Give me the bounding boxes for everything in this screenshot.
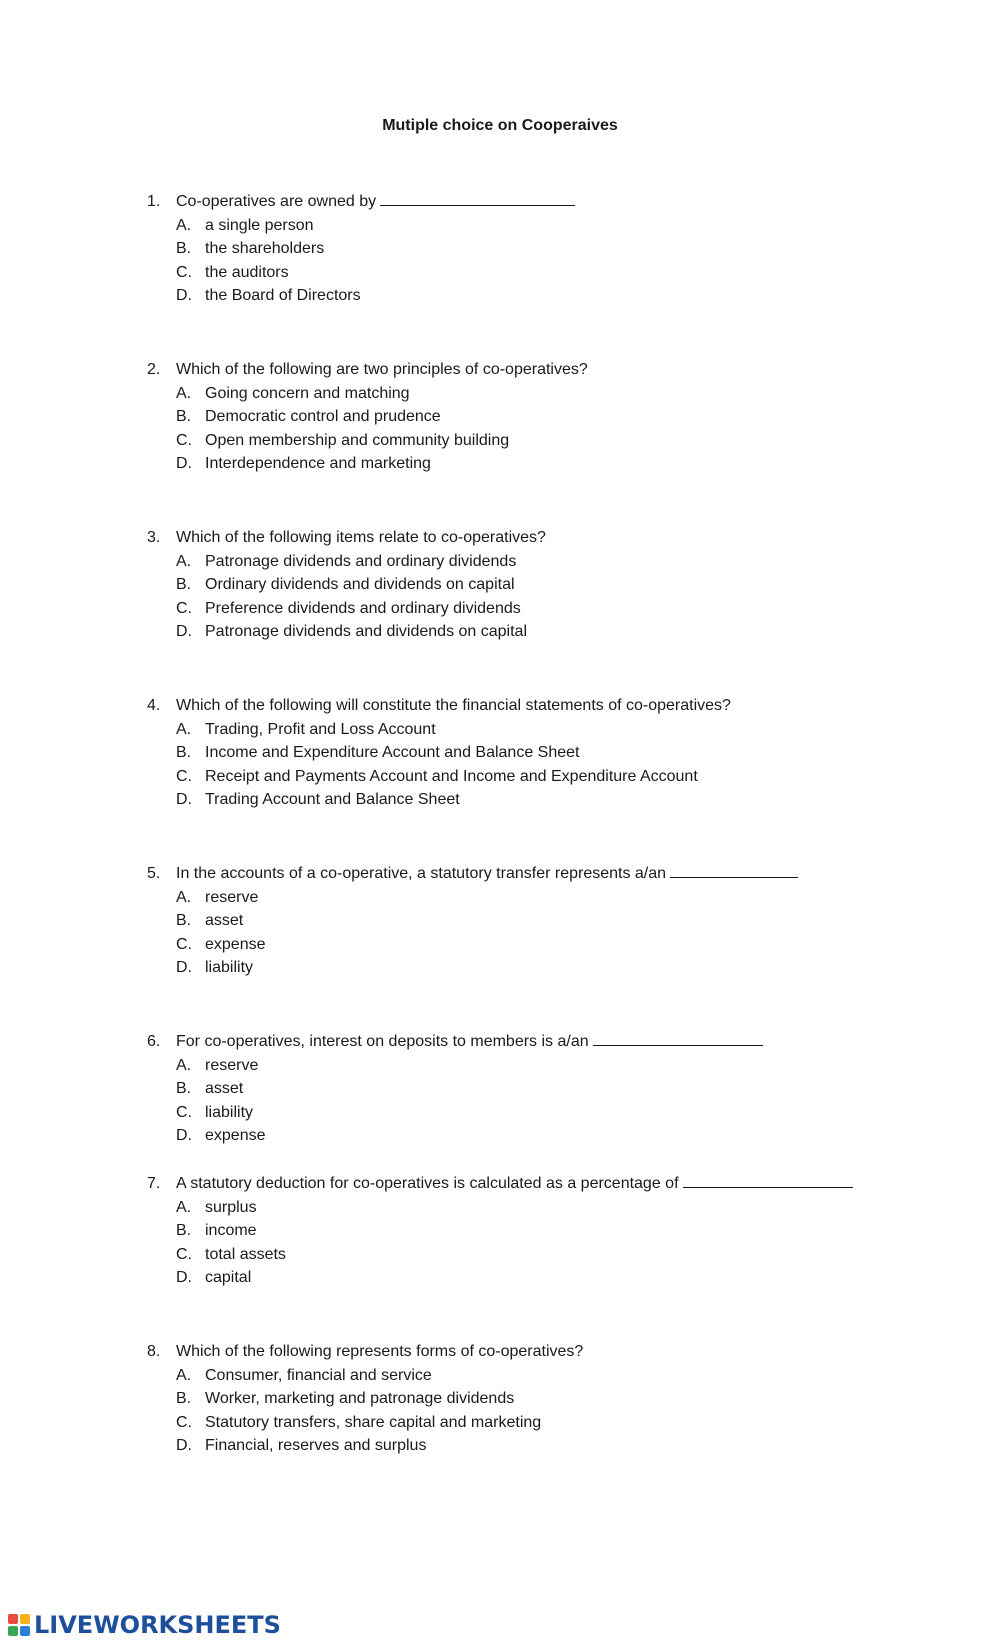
option-c[interactable]: C. expense: [176, 935, 266, 953]
option-b[interactable]: B. income: [176, 1222, 257, 1239]
answer-blank[interactable]: [380, 191, 575, 206]
question-text: A statutory deduction for co-operatives is calculated as a percentage of: [176, 1175, 679, 1192]
option-a[interactable]: A. a single person: [176, 216, 314, 234]
page-title: Mutiple choice on Cooperaives: [382, 117, 618, 134]
question-stem: [147, 694, 731, 718]
question-stem: [147, 1340, 583, 1364]
question-text: Which of the following represents forms of co-operatives?: [176, 1343, 584, 1360]
option-b[interactable]: B. asset: [176, 1080, 244, 1097]
option-c[interactable]: C. Statutory transfers, share capital and marketing: [176, 1413, 542, 1431]
option-a[interactable]: A. Going concern and matching: [176, 384, 410, 402]
liveworksheets-logo[interactable]: [8, 1612, 281, 1638]
logo-text: LIVEWORKSHEETS: [34, 1611, 281, 1639]
question-text: Which of the following are two principles of co-operatives?: [176, 361, 588, 378]
option-c[interactable]: C. liability: [176, 1103, 254, 1121]
answer-blank[interactable]: [670, 863, 798, 878]
option-d[interactable]: D. Patronage dividends and dividends on capital: [176, 623, 528, 640]
option-d[interactable]: D. Trading Account and Balance Sheet: [176, 791, 460, 808]
question-3: [147, 526, 546, 644]
option-a[interactable]: A. Patronage dividends and ordinary dividends: [176, 552, 517, 570]
question-number: 7.: [147, 1175, 161, 1192]
question-1: [147, 190, 575, 308]
question-number: 6.: [147, 1033, 161, 1050]
option-b[interactable]: B. asset: [176, 912, 244, 929]
option-b[interactable]: B. Democratic control and prudence: [176, 408, 441, 425]
question-number: 4.: [147, 697, 161, 714]
question-5: [147, 862, 798, 980]
question-stem: [147, 1030, 763, 1054]
option-b[interactable]: B. Ordinary dividends and dividends on capital: [176, 576, 515, 593]
option-d[interactable]: D. Financial, reserves and surplus: [176, 1437, 427, 1454]
option-c[interactable]: C. Preference dividends and ordinary dividends: [176, 599, 521, 617]
option-d[interactable]: D. expense: [176, 1127, 266, 1144]
question-number: 5.: [147, 865, 161, 882]
option-a[interactable]: A. Trading, Profit and Loss Account: [176, 720, 436, 738]
question-stem: [147, 1172, 853, 1196]
option-c[interactable]: C. the auditors: [176, 263, 289, 281]
question-stem: [147, 190, 575, 214]
answer-blank[interactable]: [683, 1173, 853, 1188]
question-text: For co-operatives, interest on deposits to members is a/an: [176, 1033, 589, 1050]
question-text: Co-operatives are owned by: [176, 193, 377, 210]
option-a[interactable]: A. reserve: [176, 1056, 259, 1074]
option-d[interactable]: D. the Board of Directors: [176, 287, 361, 304]
option-d[interactable]: D. capital: [176, 1269, 252, 1286]
option-c[interactable]: C. total assets: [176, 1245, 286, 1263]
question-number: 8.: [147, 1343, 161, 1360]
liveworksheets-logo-icon: [8, 1614, 30, 1636]
option-b[interactable]: B. the shareholders: [176, 240, 325, 257]
question-number: 2.: [147, 361, 161, 378]
option-b[interactable]: B. Worker, marketing and patronage dividends: [176, 1390, 515, 1407]
question-6: [147, 1030, 763, 1148]
option-a[interactable]: A. surplus: [176, 1198, 257, 1216]
option-a[interactable]: A. reserve: [176, 888, 259, 906]
question-number: 3.: [147, 529, 161, 546]
question-7: [147, 1172, 853, 1290]
option-d[interactable]: D. Interdependence and marketing: [176, 455, 431, 472]
answer-blank[interactable]: [593, 1031, 763, 1046]
option-c[interactable]: C. Open membership and community building: [176, 431, 510, 449]
question-text: In the accounts of a co-operative, a statutory transfer represents a/an: [176, 865, 667, 882]
question-stem: [147, 526, 546, 550]
question-8: [147, 1340, 583, 1458]
option-d[interactable]: D. liability: [176, 959, 254, 976]
question-4: [147, 694, 731, 812]
option-c[interactable]: C. Receipt and Payments Account and Income and Expenditure Account: [176, 767, 698, 785]
question-2: [147, 358, 588, 476]
option-b[interactable]: B. Income and Expenditure Account and Balance Sheet: [176, 744, 580, 761]
option-a[interactable]: A. Consumer, financial and service: [176, 1366, 432, 1384]
question-stem: [147, 358, 588, 382]
question-text: Which of the following will constitute the financial statements of co-operatives?: [176, 697, 731, 714]
question-number: 1.: [147, 193, 161, 210]
question-stem: [147, 862, 798, 886]
question-text: Which of the following items relate to co-operatives?: [176, 529, 546, 546]
